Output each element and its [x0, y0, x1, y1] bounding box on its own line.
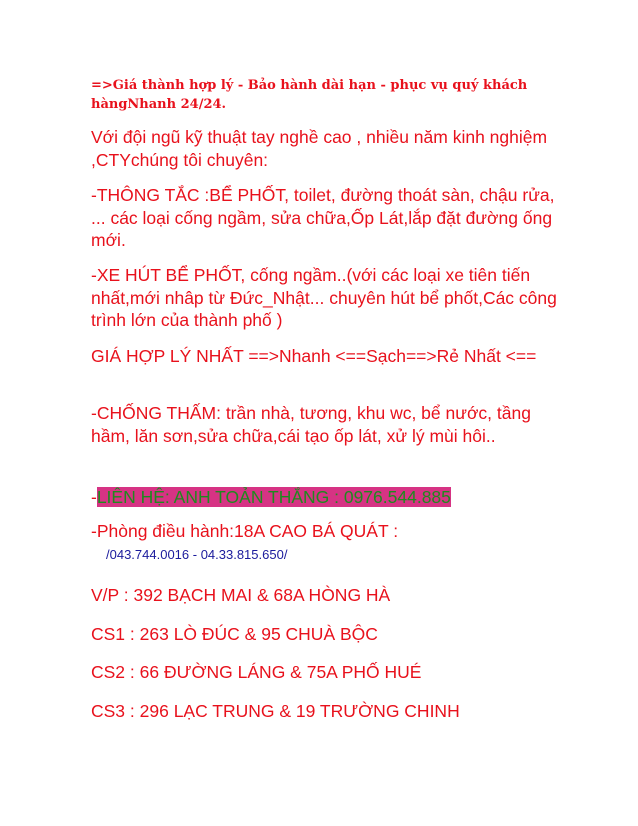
contact-highlight: LIÊN HỆ: ANH TOẢN THẮNG : 0976.544.885 — [96, 487, 451, 507]
service-septic-suction: -XE HÚT BỂ PHỐT, cống ngầm..(với các loại xe tiên tiến nhất,mới nhâp từ Đức_Nhật... chuyên hút bể phốt,Các công trình lớn của thành phố ) — [91, 265, 557, 330]
office-address: -Phòng điều hành:18A CAO BÁ QUÁT : — [91, 521, 399, 541]
intro-paragraph: Với đội ngũ kỹ thuật tay nghề cao , nhiều năm kinh nghiệm ,CTYchúng tôi chuyên: — [91, 127, 548, 170]
branch-cs2: CS2 : 66 ĐƯỜNG LÁNG & 75A PHỐ HUÉ — [91, 662, 422, 682]
service-waterproofing: -CHỐNG THẤM: trần nhà, tương, khu wc, bể nước, tầng hầm, lăn sơn,sửa chữa,cái tạo ốp lát, xử lý mùi hôi.. — [91, 403, 531, 446]
contact-prefix: - — [91, 487, 97, 507]
branch-cs3: CS3 : 296 LẠC TRUNG & 19 TRƯỜNG CHINH — [91, 701, 460, 721]
contact-line — [91, 486, 561, 509]
price-slogan: GIÁ HỢP LÝ NHẤT ==>Nhanh <==Sạch==>Rẻ Nhất <== — [91, 346, 537, 366]
service-unclogging: -THÔNG TẮC :BỂ PHỐT, toilet, đường thoát sàn, chậu rửa, ... các loại cống ngầm, sửa chữa,Ốp Lát,lắp đặt đường ống mới. — [91, 185, 555, 250]
phone-numbers: /043.744.0016 - 04.33.815.650/ — [106, 547, 288, 562]
branch-cs1: CS1 : 263 LÒ ĐÚC & 95 CHUÀ BỘC — [91, 624, 378, 644]
tagline: =>Giá thành hợp lý - Bảo hành dài hạn - phục vụ quý khách hàngNhanh 24/24. — [91, 78, 528, 112]
branch-vp: V/P : 392 BẠCH MAI & 68A HÒNG HÀ — [91, 585, 391, 605]
